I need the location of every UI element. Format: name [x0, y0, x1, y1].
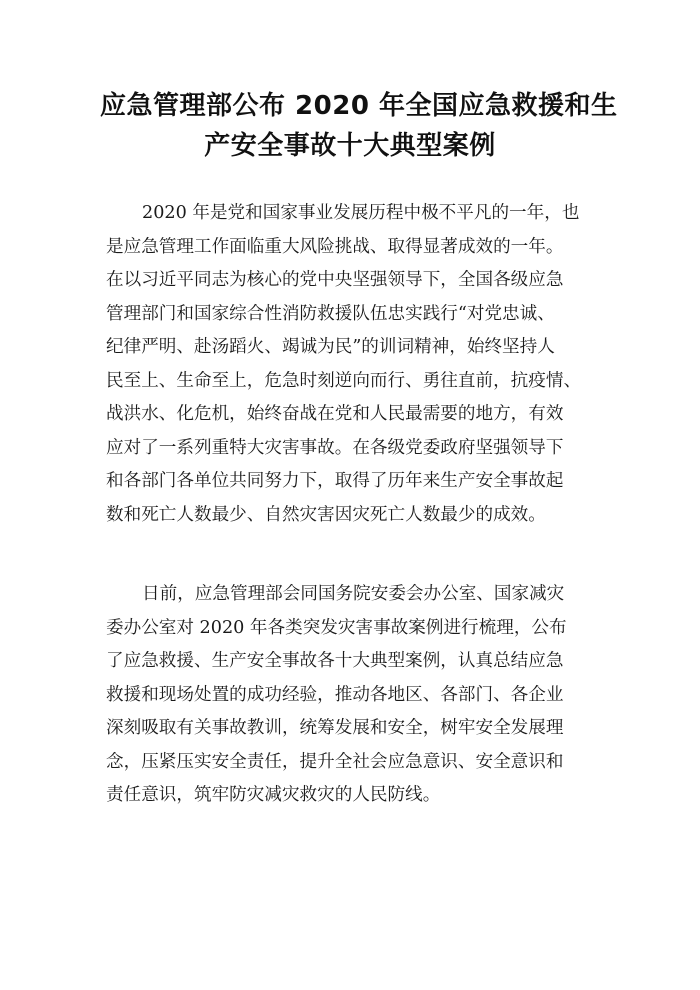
paragraph-intro	[106, 197, 606, 532]
paragraph-announcement	[106, 578, 606, 813]
text-line: 在以习近平同志为核心的党中央坚强领导下，全国各级应急	[106, 270, 564, 290]
text-line: 2020 年是党和国家事业发展历程中极不平凡的一年，也	[142, 203, 580, 223]
text-line: 日前，应急管理部会同国务院安委会办公室、国家减灾	[142, 584, 565, 604]
text-line: 数和死亡人数最少、自然灾害因灾死亡人数最少的成效。	[106, 504, 546, 525]
text-line: 了应急救援、生产安全事故各十大典型案例，认真总结应急	[106, 651, 564, 671]
text-line: 纪律严明、赴汤蹈火、竭诚为民”的训词精神，始终坚持人	[106, 337, 555, 357]
text-line: 救援和现场处置的成功经验，推动各地区、各部门、各企业	[106, 684, 564, 705]
title-line: 应急管理部公布 2020 年全国应急救援和生	[100, 91, 618, 121]
text-line: 战洪水、化危机，始终奋战在党和人民最需要的地方，有效	[106, 404, 564, 424]
text-line: 民至上、生命至上，危急时刻逆向而行、勇往直前，抗疫情、	[106, 370, 582, 391]
text-line: 念，压紧压实安全责任，提升全社会应急意识、安全意识和	[106, 751, 564, 772]
text-line: 委办公室对 2020 年各类突发灾害事故案例进行梳理，公布	[106, 617, 567, 638]
text-line: 责任意识，筑牢防灾减灾救灾的人民防线。	[106, 785, 441, 805]
document-title	[100, 86, 618, 166]
text-line: 深刻吸取有关事故教训，统筹发展和安全，树牢安全发展理	[106, 718, 564, 738]
text-line: 管理部门和国家综合性消防救援队伍忠实践行“对党忠诚、	[106, 303, 555, 324]
text-line: 应对了一系列重特大灾害事故。在各级党委政府坚强领导下	[106, 437, 564, 458]
title-line: 产安全事故十大典型案例	[204, 131, 496, 161]
text-line: 和各部门各单位共同努力下，取得了历年来生产安全事故起	[106, 471, 564, 491]
text-line: 是应急管理工作面临重大风险挑战、取得显著成效的一年。	[106, 236, 564, 257]
